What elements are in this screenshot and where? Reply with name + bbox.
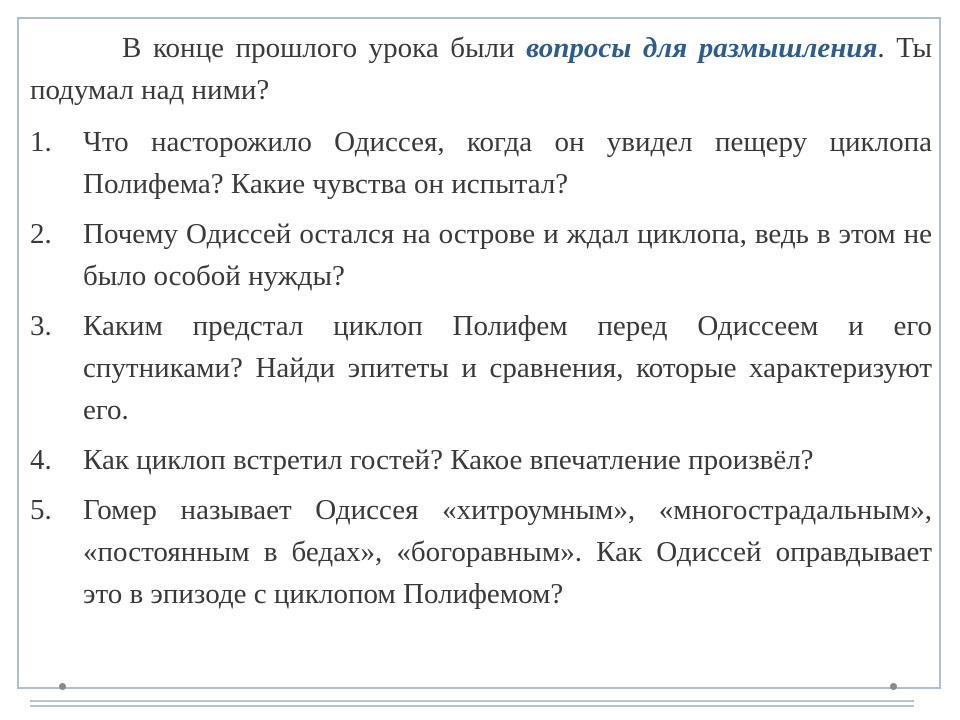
question-text: Почему Одиссей остался на острове и ждал циклопа, ведь в этом не было особой нужды? (83, 218, 932, 292)
question-number: 3. (30, 310, 52, 342)
question-number: 1. (30, 126, 52, 158)
question-text: Как циклоп встретил гостей? Какое впечатление произвёл? (83, 444, 814, 476)
intro-text-after: . Ты подумал над ними? (30, 32, 932, 106)
question-item (30, 305, 932, 431)
question-text: Каким предстал циклоп Полифем перед Одиссеем и его спутниками? Найди эпитеты и сравнения, которые характеризуют его. (83, 310, 932, 426)
intro-highlight: вопросы для размышления (526, 32, 878, 64)
bottom-rule (30, 705, 914, 707)
question-item (30, 439, 932, 481)
question-text: Что насторожило Одиссея, когда он увидел пещеру циклопа Полифема? Какие чувства он испытал? (83, 126, 932, 200)
question-item (30, 121, 932, 205)
intro-paragraph (30, 27, 932, 111)
question-number: 2. (30, 218, 52, 250)
corner-dot-left (59, 683, 66, 690)
intro-text-before: В конце прошлого урока были (122, 32, 527, 64)
question-item (30, 489, 932, 615)
question-text: Гомер называет Одиссея «хитроумным», «многострадальным», «постоянным в бедах», «богоравным». Как Одиссей оправдывает это в эпизоде с циклопом Полифемом? (83, 494, 932, 610)
slide-content (30, 27, 932, 623)
bottom-rule (30, 700, 914, 702)
question-number: 5. (30, 494, 52, 526)
questions-list (30, 121, 932, 615)
question-item (30, 213, 932, 297)
corner-dot-right (890, 683, 897, 690)
question-number: 4. (30, 444, 52, 476)
